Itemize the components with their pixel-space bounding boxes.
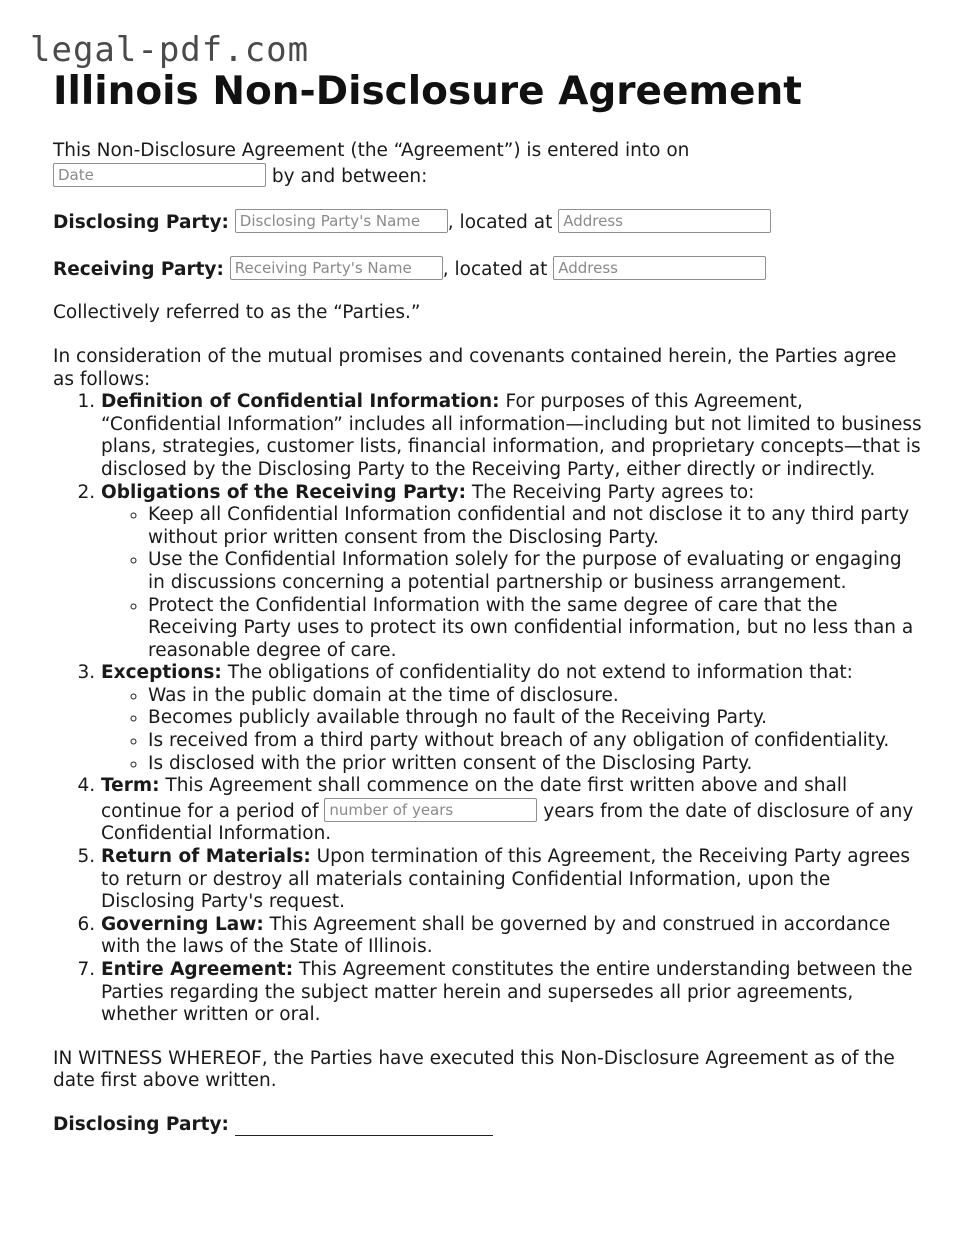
signature-label: Disclosing Party: [53,1113,229,1135]
list-item: ◦ Is disclosed with the prior written consent of the Disclosing Party. [148,753,923,776]
section-text: The obligations of confidentiality do not extend to information that: [227,662,853,684]
section-text: This Agreement constitutes the entire understanding between the Parties regarding the subject matter herein and supersedes all prior agreements, whether written or oral. [101,959,913,1026]
collectively-paragraph: Collectively referred to as the “Parties.” [53,302,421,324]
intro-text: This Non-Disclosure Agreement (the “Agreement”) is entered into on [53,140,690,161]
site-watermark: legal-pdf.com [30,30,310,70]
section-heading: Obligations of the Receiving Party: [101,481,466,503]
intro-text-after: by and between: [271,165,428,187]
section-heading: Return of Materials: [101,846,311,868]
section-text: For purposes of this Agreement, “Confidential Information” includes all information—including but not limited to business plans, strategies, customer lists, financial information, and proprietary concepts—that is disclosed by the Disclosing Party to the Receiving Party, either directly or indirectly. [101,391,922,480]
terms-list [53,391,923,1027]
section-text: This Agreement shall commence on the date first written above and shall continue for a period of [101,775,848,822]
list-item: ◦ Was in the public domain at the time of disclosure. [148,685,923,708]
section-entire-agreement [101,959,923,1027]
receiving-located-at: , located at [442,258,548,280]
disclosing-party-label: Disclosing Party: [53,212,229,234]
section-definition [101,391,923,481]
list-item: ◦ Becomes publicly available through no fault of the Receiving Party. [148,707,923,730]
agreement-body [53,140,923,1137]
section-obligations [101,482,923,663]
section-heading: Entire Agreement: [101,959,294,980]
section-heading: Term: [101,775,160,797]
list-item: ◦ Is received from a third party without breach of any obligation of confidentiality. [148,730,923,753]
receiving-party-label: Receiving Party: [53,258,224,280]
section-text-after: years from the date of disclosure of any Confidential Information. [101,800,914,845]
intro-paragraph [53,140,923,188]
section-heading: Definition of Confidential Information: [101,391,500,413]
signature-field[interactable] [235,1115,493,1136]
section-term [101,775,923,846]
list-item: ◦ Keep all Confidential Information confidential and not disclose it to any third party without prior written consent from the Disclosing Party. [148,504,923,549]
section-return-of-materials [101,846,923,914]
disclosing-party-address-field[interactable]: Address [558,209,771,233]
document-title: Illinois Non-Disclosure Agreement [53,69,802,114]
disclosing-party-name-field[interactable]: Disclosing Party's Name [235,209,448,233]
disclosing-located-at: , located at [447,212,553,234]
section-heading: Exceptions: [101,662,222,684]
section-heading: Governing Law: [101,913,264,935]
number-of-years-field[interactable]: number of years [324,798,537,822]
section-text: This Agreement shall be governed by and construed in accordance with the laws of the State of Illinois. [101,913,891,958]
section-governing-law [101,914,923,959]
disclosing-party-line [53,209,923,235]
section-text: The Receiving Party agrees to: [471,481,755,503]
list-item: ◦ Use the Confidential Information solely for the purpose of evaluating or engaging in discussions concerning a potential partnership or business arrangement. [148,549,923,594]
receiving-party-name-field[interactable]: Receiving Party's Name [230,256,443,280]
list-item: ◦ Protect the Confidential Information with the same degree of care that the Receiving Party uses to protect its own confidential information, but no less than a reasonable degree of care. [148,595,923,663]
receiving-party-address-field[interactable]: Address [553,256,766,280]
section-text: Upon termination of this Agreement, the Receiving Party agrees to return or destroy all materials containing Confidential Information, upon the Disclosing Party's request. [101,846,910,913]
date-field[interactable]: Date [53,163,266,187]
consideration-paragraph: In consideration of the mutual promises and covenants contained herein, the Parties agree as follows: [53,345,897,390]
obligations-list [101,504,923,662]
section-exceptions [101,662,923,775]
witness-paragraph: IN WITNESS WHEREOF, the Parties have executed this Non-Disclosure Agreement as of the date first above written. [53,1047,895,1092]
signature-line [53,1114,923,1137]
receiving-party-line [53,256,923,282]
exceptions-list [101,685,923,775]
